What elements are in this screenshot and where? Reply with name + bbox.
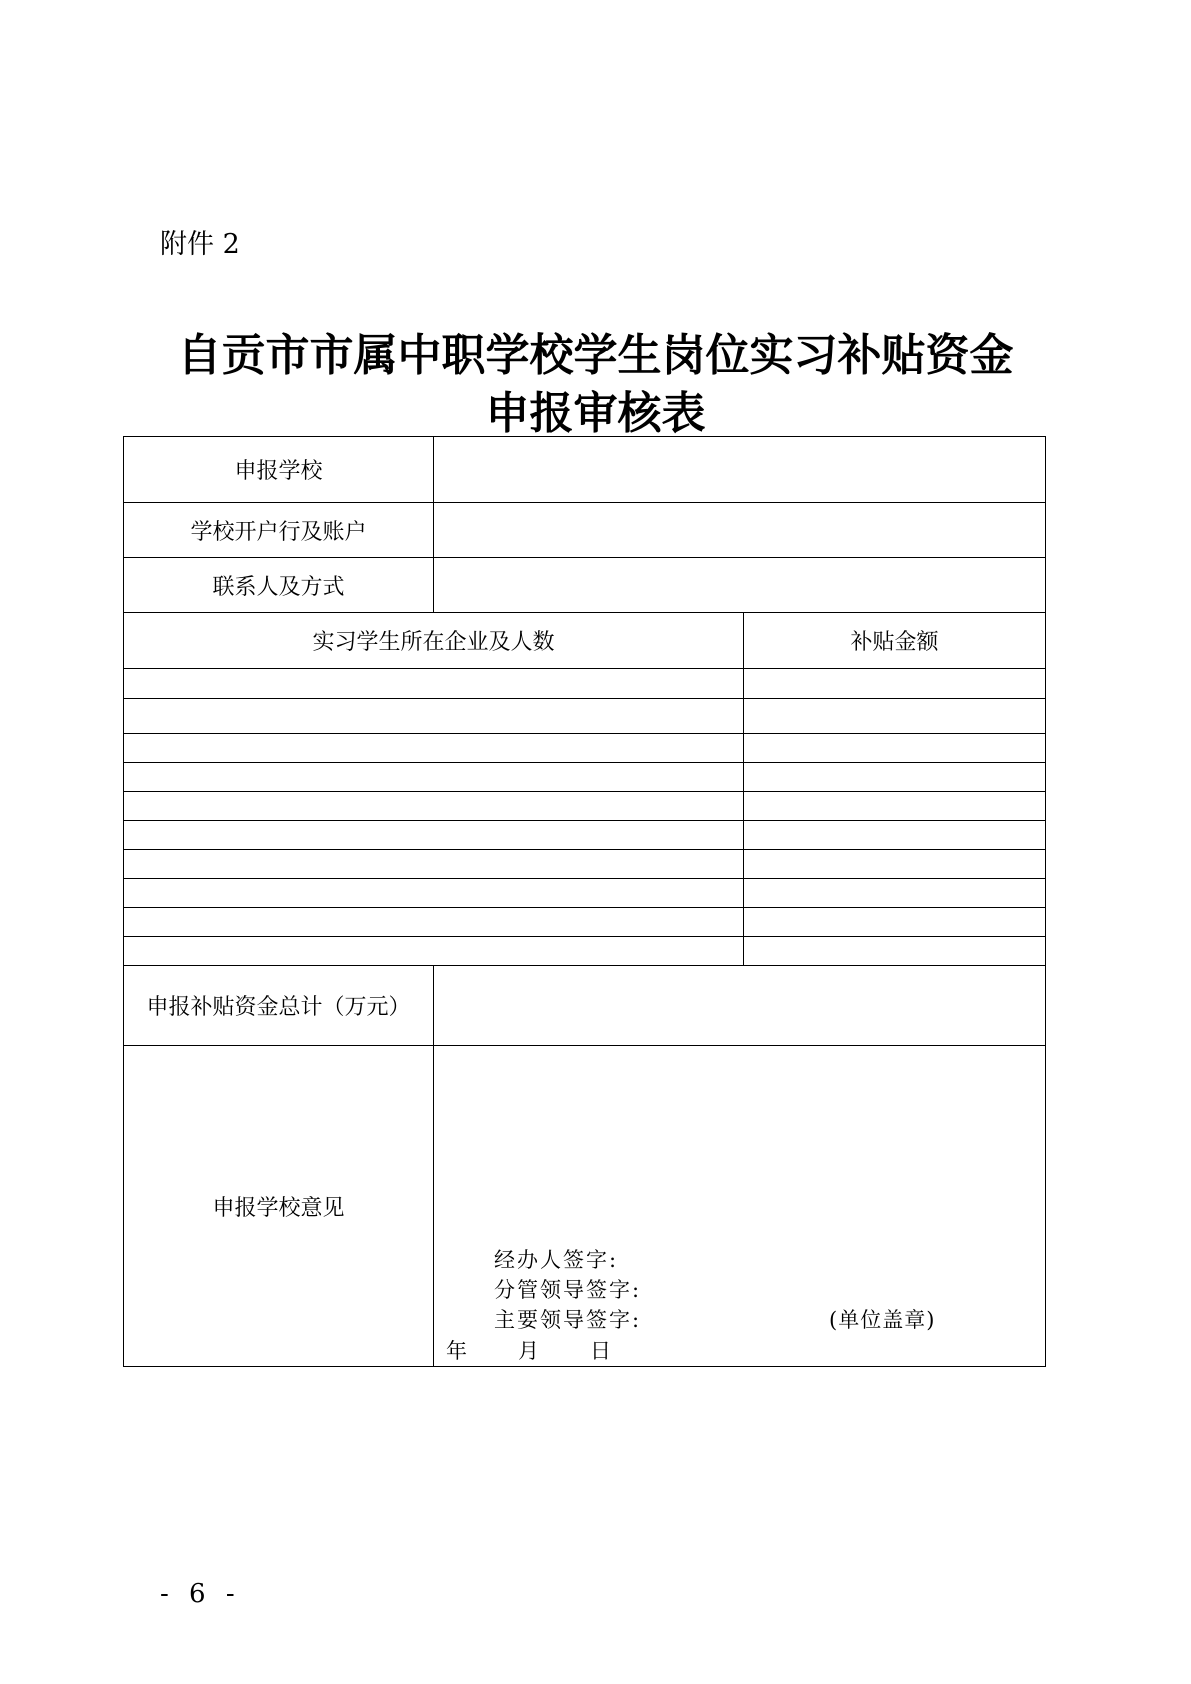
date-line [446,1337,611,1365]
enterprise-cell[interactable] [124,937,744,966]
table-row [124,763,1046,792]
attachment-label: 附件 2 [160,229,240,260]
total-field[interactable] [434,966,1046,1046]
subsidy-cell[interactable] [744,734,1046,763]
table-row [124,734,1046,763]
enterprise-cell[interactable] [124,821,744,850]
table-row [124,908,1046,937]
table-row [124,879,1046,908]
opinion-row [124,1046,1046,1367]
total-row [124,966,1046,1046]
subsidy-cell[interactable] [744,879,1046,908]
unit-seal-label: (单位盖章) [829,1308,936,1332]
applicant-school-field[interactable] [434,437,1046,503]
subsidy-cell[interactable] [744,699,1046,734]
applicant-school-row [124,437,1046,503]
date-month-label: 月 [518,1339,539,1363]
subsidy-cell[interactable] [744,821,1046,850]
enterprise-header-row [124,613,1046,669]
enterprise-cell[interactable] [124,763,744,792]
form-title-line-2: 申报审核表 [485,388,706,439]
bank-account-field[interactable] [434,503,1046,558]
enterprise-cell[interactable] [124,792,744,821]
table-row [124,699,1046,734]
application-review-form [123,436,1046,1367]
table-row [124,937,1046,966]
subsidy-cell[interactable] [744,850,1046,879]
enterprise-cell[interactable] [124,669,744,699]
subsidy-cell[interactable] [744,937,1046,966]
subsidy-cell[interactable] [744,792,1046,821]
enterprise-cell[interactable] [124,879,744,908]
contact-label: 联系人及方式 [124,558,434,613]
enterprise-header: 实习学生所在企业及人数 [124,613,744,669]
opinion-label: 申报学校意见 [124,1046,434,1367]
date-day-label: 日 [590,1339,611,1363]
contact-row [124,558,1046,613]
date-year-label: 年 [446,1339,467,1363]
handler-signature-label: 经办人签字: [494,1248,619,1272]
enterprise-cell[interactable] [124,908,744,937]
table-row [124,850,1046,879]
supervisor-signature-label: 分管领导签字: [494,1278,642,1302]
subsidy-header: 补贴金额 [744,613,1046,669]
subsidy-cell[interactable] [744,908,1046,937]
signature-block [434,1046,1045,1366]
applicant-school-label: 申报学校 [124,437,434,503]
page-number: - 6 - [160,1579,241,1609]
form-title-line-1: 自贡市市属中职学校学生岗位实习补贴资金 [177,330,1014,381]
total-label: 申报补贴资金总计（万元） [124,966,434,1046]
principal-signature-label: 主要领导签字: [494,1308,642,1332]
table-row [124,669,1046,699]
enterprise-cell[interactable] [124,699,744,734]
contact-field[interactable] [434,558,1046,613]
bank-account-row [124,503,1046,558]
subsidy-cell[interactable] [744,763,1046,792]
table-row [124,792,1046,821]
enterprise-cell[interactable] [124,850,744,879]
bank-account-label: 学校开户行及账户 [124,503,434,558]
table-row [124,821,1046,850]
opinion-field[interactable] [434,1046,1046,1367]
enterprise-cell[interactable] [124,734,744,763]
subsidy-cell[interactable] [744,669,1046,699]
